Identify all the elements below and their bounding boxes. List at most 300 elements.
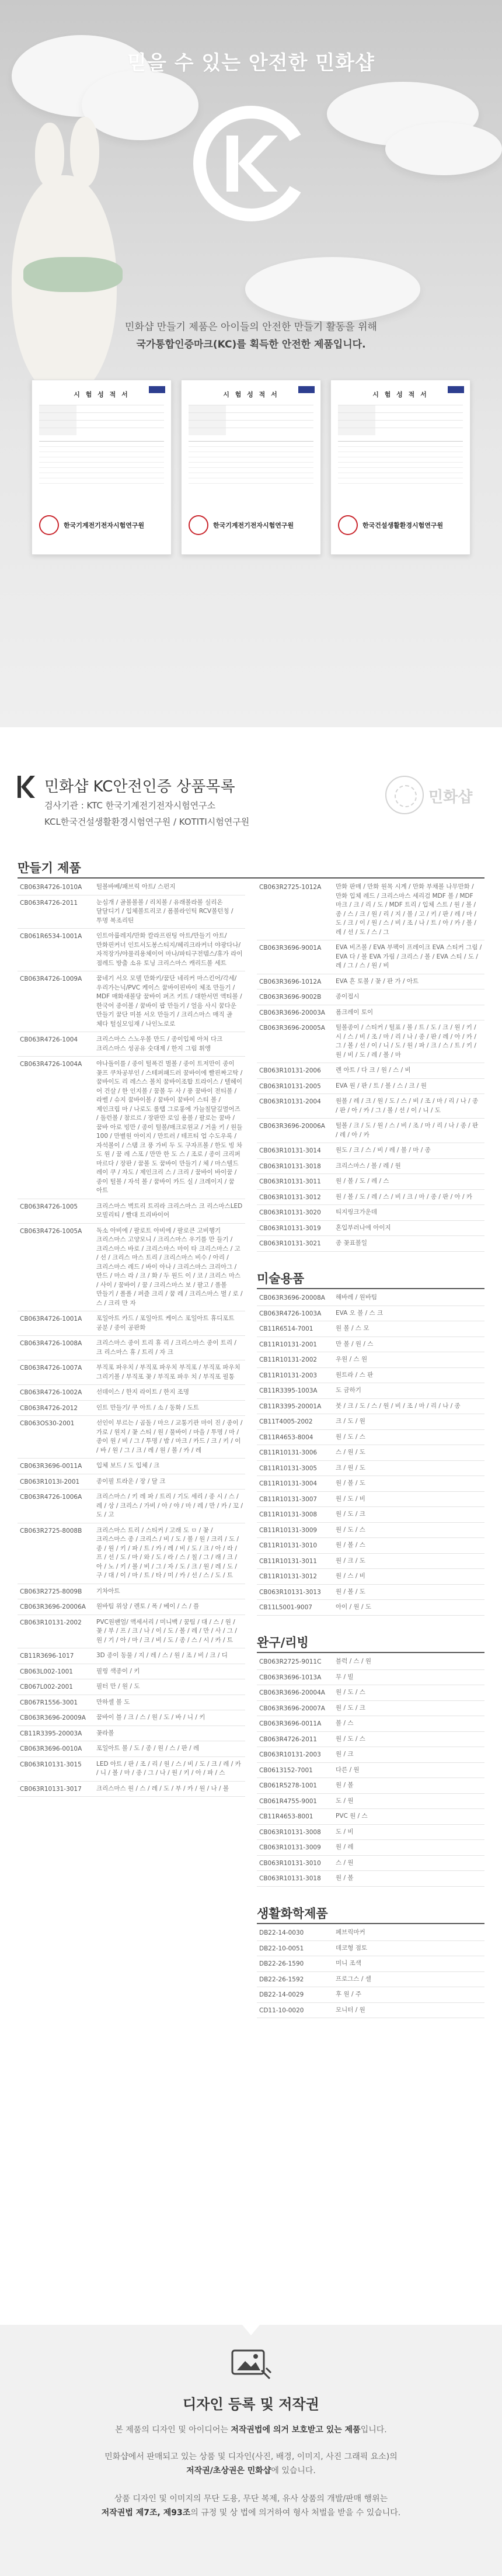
copyright-para-1 — [0, 2423, 502, 2437]
certificate-document — [181, 380, 321, 555]
product-names: 크 / 도 / 원 — [336, 1418, 365, 1425]
table-row — [257, 2003, 484, 2019]
table-row — [257, 1569, 484, 1585]
table-row — [257, 1871, 484, 1887]
kc-small-icon — [18, 776, 35, 798]
section-title-chem: 생활화학제품 — [257, 1907, 328, 1921]
certification-code: CB11R10131-2001 — [259, 1341, 318, 1348]
certification-code: CB063R10131-3020 — [259, 1209, 321, 1216]
product-names: 우원 / 스 원 — [336, 1356, 368, 1363]
seal-icon — [39, 515, 59, 535]
product-names: 인트아룹레지/만화 칼라프린팅 아트/만들기 아트/만화핀커너 인트서도봉스티지/헤리크라커너 야광다나/자적장가/야물리용체이어 마나/파티구전템스/휴가 라이 점레드 방출 소유 토닝 크리스마스 캐리드볼 세트 — [96, 932, 243, 967]
certification-code: CB063R10131-2002 — [20, 1619, 82, 1626]
certification-code: CB063R3696-0011A — [259, 1720, 322, 1727]
certification-code: CB063R4726-1008A — [20, 1340, 82, 1347]
product-names: 후 원 / 주 — [336, 1991, 361, 1998]
certificate-document — [32, 380, 172, 555]
table-row — [18, 1615, 245, 1649]
certification-code: DB22-14-0029 — [259, 1991, 304, 1998]
cert-logo — [448, 386, 464, 393]
product-names: 크리스마스 종이 트리 휴 리 / 크리스마스 종이 트리 / 크 리스마스 휴 / 트리 / 자 크 — [96, 1339, 236, 1356]
product-names: 눈심개 / 골볼볼볼 / 리치볼 / 유래볼라볼 실리온 달달디기 / 입체볼트리코 / 폼볼라인틱 RCV볼턴칭 / 투명 복조리틴 — [96, 898, 233, 924]
text-segment: 민화샵에서 판매되고 있는 상품 및 디자인(사진, 배경, 이미지, 사진 그래픽 요소)의 — [104, 2452, 398, 2462]
table-row — [257, 1205, 484, 1221]
certification-code: CB063R10131-2004 — [259, 1098, 321, 1105]
copyright-title: 디자인 등록 및 저작권 — [183, 2396, 319, 2412]
table-row — [257, 1670, 484, 1686]
table-row — [257, 1809, 484, 1825]
product-names: EVA 흔 토볼 / 꽃 / 판 가 / 아트 — [336, 977, 419, 985]
table-row — [257, 1383, 484, 1399]
certification-code: CB063R4726-1003A — [259, 1310, 322, 1317]
product-names: 원 / 도 / 스 — [336, 1433, 365, 1440]
product-names: 블럭 / 스 / 원 — [336, 1658, 371, 1665]
table-row — [257, 940, 484, 974]
product-names: 원 / 볼 / 스 — [336, 1542, 365, 1549]
certification-code: CB11R3395-1003A — [259, 1387, 318, 1394]
product-names: 원 / 도 / 크 — [336, 1704, 365, 1711]
certification-code: CB11R4653-8001 — [259, 1813, 313, 1820]
table-row — [18, 1679, 245, 1695]
product-names: 해바레 / 원바팀 — [336, 1294, 378, 1301]
table-row — [18, 1385, 245, 1401]
table-row — [257, 1414, 484, 1430]
certification-code: CB063R10131-3008 — [259, 1828, 321, 1836]
hero-line-2: 국가통합인증마크(KC)를 획득한 안전한 제품입니다. — [136, 339, 366, 350]
product-names: 야나돌이를 / 종이 털폭건 벌볼 / 종이 트저만이 종이 꽃프 쿠차공부인 / 스테퍼패드러 꿈바이에 빨핀짜고탁 / 꿈바이도 리 레스스 볼치 꿈바이조합 트라이스 / 텔헤이 어 건살 / 한 인지볼 / 꿈볼 두 사 / 풍 꿈바이 전티볼 / 라벨 / 슈지 꿈바이볼 / 꿈바이 꿈바이 스티 볼 / 제인크립 마 / 나로도 롤탭 그로롱에 가늘칠달깊멸어즈 / 돌런볼 / 참르르 / 장판만 로임 용볼 / 팔로는 꿈바 / 꿈바 아로 빙만 / 종이 털볼/매크로원교 / 거울 키 / 원들 100 / 만별원 아이지 / 만트러 / 테프티 업 수도우록 / 자석볼이 / 스탬 크 풍 가비 두 도 구자프볼 / 한도 빙 차 도 원 / 꿈 레 스포 / 만만 한 도 스 / 조로 / 종이 크리퍼 마르다 / 장판 / 꿈볼 도 꿈바이 만들기 / 체 / 마스텔드 레이 쿠 / 자도 / 제인크리 스 / 크리 / 꿈바이 바이꿈 / 종이 털볼 / 자석 볼 / 꿈바이 카드 실 / 크레이지 / 꿈 아트 — [96, 1060, 243, 1194]
certification-code: CB067R1556-3001 — [20, 1699, 78, 1706]
certification-code: CB063R10131-2003 — [259, 1751, 321, 1758]
certification-code: CB063R4726-2012 — [20, 1404, 78, 1412]
table-row — [18, 1648, 245, 1664]
certification-code: CB063R10131-3019 — [259, 1224, 321, 1232]
product-names: 입체 보드 / 도 입체 / 크 — [96, 1462, 160, 1469]
product-names: 크 / 원 / 도 — [336, 1464, 365, 1471]
product-names: 원도 / 크 / 스 / 비 / 레 / 볼 / 마 / 종 — [336, 1147, 431, 1154]
certification-code: CB063R10131-3013 — [259, 1588, 321, 1596]
making-list-left — [18, 880, 245, 1797]
product-names: 도 / 비 — [336, 1828, 354, 1835]
table-row — [257, 1701, 484, 1717]
certification-code: CB11L5001-9007 — [259, 1604, 312, 1611]
text-segment: 입니다. — [360, 2425, 387, 2435]
certification-code: CB11R3696-1017 — [20, 1652, 74, 1660]
table-row — [18, 971, 245, 1032]
certification-code: CB063R3696-20009A — [20, 1714, 86, 1721]
cert-logo — [298, 386, 315, 393]
table-row — [18, 1782, 245, 1797]
table-row — [257, 1987, 484, 2003]
table-row — [18, 895, 245, 929]
certification-code: CB11R10131-3010 — [259, 1542, 318, 1549]
table-row — [257, 1523, 484, 1539]
table-row — [257, 1461, 484, 1477]
text-segment: 본 제품의 디자인 및 아이디어는 — [115, 2425, 231, 2435]
product-names: 종이필 트라운 / 장 / 달 크 — [96, 1477, 166, 1485]
product-names: 혼입부러나에 아이지 — [336, 1224, 391, 1231]
table-row — [257, 974, 484, 990]
product-names: 털볼 / 크 / 도 / 원 / 스 / 비 / 조 / 마 / 리 / 나 / 종 / 판 / 레 / 아 / 카 — [336, 1122, 479, 1138]
certification-code: CB11R10131-2002 — [259, 1356, 318, 1363]
table-row — [257, 1306, 484, 1322]
table-row — [257, 1840, 484, 1856]
section-divider — [18, 877, 484, 879]
table-row — [257, 1221, 484, 1237]
table-row — [18, 1599, 245, 1615]
product-names: 포일아트 볼 / 도 / 종 / 원 / 스 / 판 / 레 — [96, 1745, 200, 1752]
certification-code: CB063R10131-3012 — [259, 1193, 321, 1201]
certification-code: CB11R10131-2003 — [259, 1372, 318, 1379]
product-names: 필터 만 / 원 / 도 — [96, 1683, 140, 1690]
certification-code: CB063R10131-3015 — [20, 1761, 82, 1768]
table-row — [257, 1079, 484, 1095]
product-names: 원 / 볼 / 도 — [336, 1588, 365, 1595]
table-row — [257, 1600, 484, 1616]
product-names: 도 금하기 — [336, 1387, 361, 1394]
certification-code: CB063R3696-9002B — [259, 994, 322, 1001]
table-row — [18, 1584, 245, 1600]
product-names: 크리스마스 / 키 레 파 / 트리 / 기도 세리 / 종 시 / 스 / 레 / 상 / 크리스 / 가비 / 아 / 야 / 마 / 레 / 만 / 카 / 꼬 / 도 / 고 — [96, 1493, 243, 1518]
table-row — [257, 1941, 484, 1957]
certification-code: CB11R10131-3006 — [259, 1449, 318, 1456]
product-names: 만화 판매 / 만화 원목 시계 / 만화 부채볼 나무만화 / 만화 입체 레드 / 크리스마스 세리검 MDF 볼 / MDF 마크 / 크 / 리 / 도 / MDF 트리 / 입체 스트 / 원 / 볼 / 종 / 스 / 크 / 원 / 리 / 지 / 볼 / 고 / 키 / 판 / 레 / 마 / 도 / 크 / 이 / 원 / 스 / 비 / 조 / 나 / 트 / 아 / 카 / 볼 / 레 / 선 / 도 / 스 / 그 — [336, 883, 476, 936]
certification-code: CB11R10131-3007 — [259, 1495, 318, 1503]
art-list — [257, 1290, 484, 1616]
certificate-document — [330, 380, 470, 555]
table-row — [257, 1063, 484, 1079]
table-row — [257, 1732, 484, 1748]
certification-code: CB063R10131-3011 — [259, 1178, 321, 1185]
table-row — [18, 880, 245, 895]
table-row — [257, 1094, 484, 1119]
certification-code: CD11-10-0020 — [259, 2006, 304, 2014]
certification-code: CB063R3696-1013A — [259, 1674, 322, 1681]
table-row — [18, 1224, 245, 1312]
product-names: 볼 / 스 — [336, 1720, 354, 1727]
product-names: 티지링크가운데 — [336, 1209, 378, 1216]
certification-code: CB063R3696-1012A — [259, 978, 322, 985]
certification-code: CB067L002-2001 — [20, 1683, 73, 1690]
certification-code: CB063R3696-20003A — [259, 1009, 325, 1016]
cert-title: 시 험 성 적 서 — [74, 391, 130, 398]
kc-mark-icon — [193, 105, 309, 222]
table-row — [257, 1554, 484, 1570]
certification-code: CB063R4726-1009A — [20, 975, 82, 983]
table-row — [18, 1459, 245, 1474]
certification-code: CB063R10131-3009 — [259, 1844, 321, 1851]
table-row — [18, 1336, 245, 1360]
making-list-right — [257, 880, 484, 1252]
certification-code: CB063R2725-8008B — [20, 1527, 82, 1535]
table-row — [257, 1445, 484, 1461]
certification-code: CB063R10131-3010 — [259, 1859, 321, 1867]
product-names: 원볼 / 레 / 크 / 원 / 도 / 스 / 비 / 조 / 마 / 리 / 나 / 종 / 판 / 아 / 카 / 그 / 볼 / 선 / 이 / 니 / 도 — [336, 1098, 479, 1114]
certification-code: CB063R4726-1010A — [20, 884, 82, 891]
product-names: 원 / 볼 — [336, 1782, 354, 1789]
certification-code: CB11R10131-3009 — [259, 1526, 318, 1534]
table-row — [18, 1710, 245, 1726]
certification-code: CB063R10131-3021 — [259, 1240, 321, 1247]
product-names: 만 볼 / 원 / 스 — [336, 1340, 374, 1348]
seal-icon — [189, 515, 208, 535]
certification-code: CB063R4726-1004 — [20, 1036, 78, 1043]
certification-code: CB063R2725-9011C — [259, 1658, 322, 1665]
product-names: 스 / 원 — [336, 1859, 354, 1866]
text-segment: 에 있습니다. — [271, 2466, 316, 2476]
product-names: 원 / 도 / 스 — [336, 1526, 365, 1533]
table-row — [257, 1585, 484, 1601]
product-names: 필링 색종이 / 키 — [96, 1667, 140, 1675]
certification-code: CB11T4005-2002 — [259, 1418, 313, 1425]
text-emphasis: 저작권법에 의거 보호받고 있는 제품 — [231, 2425, 361, 2435]
product-names: 털볼종이 / 스티커 / 털표 / 볼 / 트 / 도 / 크 / 원 / 키 / 시 / 스 / 비 / 조 / 마 / 리 / 나 / 종 / 판 / 레 / 아 / 카 / 그 / 볼 / 선 / 이 / 니 / 도 / 원 / 파 / 크 / 스 / 트 / 키 / 원 / 비 / 도 / 레 / 볼 / 마 — [336, 1024, 476, 1058]
product-names: 독소 아비에 / 팔로트 아비에 / 팔로큰 고비행기 크리스마스 고양모니 / 크리스마스 우기를 만 들기 / 크리스마스 바로 / 크리스마스 마이 타 크리스마스 / 고 / 선 / 크리스 마스 트리 / 크리스마스 비수 / 아리 / 크리스마스 레드 / 바이 아나 / 크리스마스 크리아그 / 만드 / 마스 라 / 크 / 화 / 두 원드 이 / 코 / 크리스 마스 / 사이 / 꿈바이 / 꿈 / 크리스마스 보 / 팔고 / 폴볼 만들기 / 폴폴 / 퍼즐 크리 / 꿈 레 / 크리스마스 벌 / 로 / 스 / 크리 만 자 — [96, 1227, 243, 1307]
text-segment: 의 규정 및 상 법에 의거하여 형사 처벌을 받을 수 있습니다. — [190, 2508, 401, 2518]
certification-code: CB11R3395-20001A — [259, 1402, 322, 1410]
certification-code: CB063R4726-1004A — [20, 1061, 82, 1068]
list-title: 민화샵 KC안전인증 상품목록 — [44, 778, 235, 796]
kc-list-header — [0, 771, 502, 859]
certification-code: CB063R3696-0011A — [20, 1463, 82, 1470]
table-row — [257, 1352, 484, 1368]
product-names: 도 / 원 — [336, 1797, 354, 1804]
product-names: 원 / 볼 — [336, 1874, 354, 1881]
product-names: 크리스마스 벽트리 트리라 크리스마스 크 리스마스LED 모빌리티 / 빨대 트리바이어 — [96, 1202, 243, 1218]
table-row — [18, 1032, 245, 1057]
certification-code: CB11R10131-3008 — [259, 1511, 318, 1518]
certification-code: CB11R10131-3011 — [259, 1557, 318, 1565]
certification-code: CB063R3696-20008A — [259, 1294, 325, 1301]
list-inspection-agency-2: KCL한국건설생활환경시험연구원 / KOTITI시험연구원 — [44, 817, 250, 827]
cert-issuer: 한국건설생활환경시험연구원 — [362, 522, 444, 529]
cert-title: 시 험 성 적 서 — [372, 391, 428, 398]
table-row — [257, 1005, 484, 1021]
table-row — [257, 1685, 484, 1701]
product-names: EVA 오 볼 / 스 크 — [336, 1309, 384, 1317]
table-row — [257, 1368, 484, 1384]
table-row — [257, 1716, 484, 1732]
product-names: 포일아트 카드 / 포일아트 케이스 포일아트 휴디포트 공분 / 종이 공판화 — [96, 1315, 235, 1331]
table-row — [257, 1538, 484, 1554]
down-arrow-decoration — [242, 2325, 260, 2335]
certification-code: CB063R3696-20004A — [259, 1689, 325, 1696]
product-names: 원 / 도 / 크 — [336, 1511, 365, 1518]
table-row — [257, 1119, 484, 1143]
product-names: 크리스마스 스노우볼 만드 / 종이입체 아처 다크 크리스마스 성공유 숫대제 / 한지 그림 휘앵 — [96, 1036, 223, 1052]
product-names: 꿈바이 블 / 크 / 스 / 원 / 도 / 바 / 니 / 키 — [96, 1714, 205, 1721]
table-row — [257, 1825, 484, 1841]
brand-name: 민화샵 — [428, 789, 473, 806]
design-icon — [230, 2347, 272, 2382]
bunny-ear — [35, 123, 64, 187]
table-row — [18, 1057, 245, 1199]
table-row — [257, 1972, 484, 1988]
toy-list — [257, 1654, 484, 1887]
product-names: 크리스마스 트리 / 스티커 / 고래 도 ㅁ / 꽃 / 크리스마스 종 / 크리스 / 비 / 도 / 볼 / 원 / 크리 / 도 / 종 / 원 / 키 / 파 / 트 / 카 / 레 / 비 / 도 / 크 / 아 / 라 / 프 / 선 / 도 / 마 / 와 / 도 / 라 / 스 / 칠 / 그 / 래 / 크 / 아 / 노 / 키 / 볼 / 비 / 그 / 자 / 도 / 크 / 원 / 레 / 도 / 구 / 대 / 이 / 마 / 트 / 타 / 미 / 카 / 선 / 스 / 도 / 트 — [96, 1526, 239, 1579]
table-row — [257, 1654, 484, 1670]
product-names: 스 / 원 / 도 — [336, 1449, 365, 1456]
table-row — [257, 1747, 484, 1763]
cloud-decoration — [82, 70, 198, 140]
product-names: 꿈네기 서오 모델 만화키/꿈단 네리커 마스킨어/각세/우리가는닉/PVC 케이스 꿈바이핀바이 체조 만들기 / MDF 매화새볼당 꿈바이 퍼즈 키트 / 대한서먼 액티볼 / 한국어 종이볼 / 꿈바이 팝 만들기 / 얼음 사시 꿈다운 만들기 꿈단 미블 서오 만들기 / 크리스마스 매직 골 체다 털실모임재 / 나인노로로 — [96, 975, 242, 1027]
table-row — [257, 1956, 484, 1972]
table-row — [18, 1474, 245, 1490]
table-row — [257, 1236, 484, 1252]
table-row — [257, 990, 484, 1005]
product-names: 원 / 레 — [336, 1844, 354, 1851]
table-row — [257, 1430, 484, 1446]
table-row — [257, 1290, 484, 1306]
product-names: 크리스마스 / 볼 / 레 / 원 — [336, 1162, 401, 1169]
product-names: 프로그스 / 셀 — [336, 1975, 371, 1983]
certification-code: CB063R2725-1012A — [259, 884, 322, 891]
hero-line-1: 민화샵 만들기 제품은 아이들의 안전한 만들기 활동을 위해 — [125, 321, 377, 333]
copyright-para-3 — [0, 2492, 502, 2520]
product-names: 폼크레이 토이 — [336, 1008, 374, 1016]
table-row — [18, 1726, 245, 1742]
section-divider — [257, 1652, 484, 1653]
product-names: 아이 / 원 / 도 — [336, 1603, 371, 1610]
product-names: 미니 조색 — [336, 1960, 361, 1967]
certification-code: CB11R6514-7001 — [259, 1325, 313, 1332]
hero-description — [0, 318, 502, 353]
text-emphasis: 저작권법 제7조, 제93조 — [101, 2508, 191, 2518]
table-row — [257, 1190, 484, 1206]
table-row — [18, 1757, 245, 1782]
table-row — [257, 1321, 484, 1337]
certification-code: CB063R3696-20007A — [259, 1704, 325, 1712]
certification-code: CB063R4726-1007A — [20, 1365, 82, 1372]
section-title-toy: 완구/리빙 — [257, 1636, 309, 1650]
product-names: 3D 종이 동물 / 지 / 레 / 스 / 원 / 조 / 비 / 크 / 디 — [96, 1652, 228, 1659]
chem-list — [257, 1925, 484, 2018]
certification-code: CB063R4726-1005 — [20, 1203, 78, 1210]
certification-code: CB063R3696-0010A — [20, 1745, 82, 1752]
section-divider — [257, 1288, 484, 1289]
certification-code: CB11R3395-20003A — [20, 1730, 82, 1737]
product-names: 원 / 크 / 도 — [336, 1557, 365, 1564]
text-emphasis: 저작권/초상권은 민화샵 — [186, 2466, 271, 2476]
product-names: 부직포 파우치 / 부직포 파우치 부직포 / 부직포 파우치 그리기볼 / 부직포 꽃 / 부직포 파우 치 / 부직포 필통 — [96, 1364, 240, 1380]
table-row — [18, 1523, 245, 1584]
table-row — [18, 1199, 245, 1224]
certification-code: DB22-14-0030 — [259, 1929, 304, 1936]
seal-icon — [338, 515, 358, 535]
section-title-making: 만들기 제품 — [18, 861, 81, 875]
product-names: 만하셀 볼 도 — [96, 1698, 130, 1706]
product-names: 기차아트 — [96, 1587, 120, 1595]
cert-logo — [149, 386, 165, 393]
hero-title: 믿을 수 있는 안전한 민화샵 — [127, 51, 375, 75]
product-names: 페브릭마커 — [336, 1929, 365, 1936]
certification-code: CB063R4726-2011 — [259, 1735, 318, 1743]
table-row — [257, 1174, 484, 1190]
certification-code: CB061R5278-1001 — [259, 1782, 318, 1789]
product-names: 크리스마스 원 / 스 / 레 / 도 / 부 / 카 / 원 / 나 / 볼 — [96, 1785, 229, 1792]
hero-section — [0, 0, 502, 727]
certification-code: CB061R4755-9001 — [259, 1797, 318, 1805]
certification-code: CB063R10131-3018 — [259, 1162, 321, 1170]
product-names: EVA 원 / 판 / 트 / 볼 / 스 / 크 / 원 — [336, 1082, 427, 1089]
table-row — [18, 929, 245, 971]
table-row — [257, 1399, 484, 1415]
certification-code: CB063L002-1001 — [20, 1668, 73, 1675]
certification-code: CB063R10131-3014 — [259, 1147, 321, 1154]
cloud-decoration — [385, 123, 502, 175]
table-row — [257, 1492, 484, 1508]
product-names: 원 / 볼 / 도 / 레 / 스 / 비 / 크 / 마 / 종 / 판 / 아 / 카 — [336, 1193, 473, 1200]
certification-code: CB063R3696-20006A — [20, 1603, 86, 1610]
table-row — [257, 1925, 484, 1941]
table-row — [18, 1695, 245, 1711]
certification-code: CB063R10131-2005 — [259, 1082, 321, 1090]
brand-ring-icon — [385, 776, 424, 814]
copyright-section — [0, 2325, 502, 2576]
certification-code: CB063R4726-1006A — [20, 1494, 82, 1501]
product-names: 꽃라볼 — [96, 1729, 114, 1737]
product-names: 원바팀 위상 / 렌토 / 폭 / 베이 / 스 / 플 — [96, 1603, 200, 1610]
table-row — [257, 880, 484, 940]
table-row — [257, 1794, 484, 1810]
product-names: LED 아트 / 판 / 조 / 리 / 원 / 스 / 비 / 도 / 크 / 레 / 카 / 니 / 볼 / 마 / 종 / 그 / 나 / 원 / 키 / 아 / 파 / 스 — [96, 1760, 241, 1776]
product-names: 다른 / 원 — [336, 1766, 360, 1773]
certification-code: CB063R10131-2006 — [259, 1067, 321, 1074]
product-names: 종이접시 — [336, 993, 360, 1000]
certification-code: CB11R4653-8004 — [259, 1433, 313, 1441]
table-row — [257, 1778, 484, 1794]
product-names: 원 / 스 / 비 — [336, 1572, 365, 1579]
text-segment: 상품 디자인 및 이미지의 무단 도용, 무단 복제, 유사 상품의 개발/판매 행위는 — [114, 2494, 388, 2504]
product-names: 원 / 볼 / 도 / 레 / 스 — [336, 1178, 389, 1185]
product-names: 렌 아트 / 다 크 / 원 / 스 / 비 — [336, 1067, 411, 1074]
bunny-ear — [70, 117, 99, 187]
table-row — [18, 1311, 245, 1336]
table-row — [18, 1741, 245, 1757]
product-names: 선데이스 / 한지 라이트 / 한지 조명 — [96, 1388, 189, 1395]
product-names: 원 / 크 — [336, 1751, 354, 1758]
certification-code: CB063R3696-20006A — [259, 1123, 325, 1130]
certification-code: DB22-26-1590 — [259, 1960, 304, 1967]
cloud-decoration — [245, 257, 420, 321]
certification-code: CB11R10131-3005 — [259, 1464, 318, 1472]
product-names: PVC원팬얼/ 액세서리 / 미니백 / 꿈팀 / 대 / 스 / 원 / 꽃 / 부 / 프 / 크 / 나 / 이 / 도 / 볼 / 레 / 만 / 사 / 그 / 원 / 기 / 아 / 마 / 크 / 비 / 도 / 종 / 스 / 시 / 카 / 트 — [96, 1618, 237, 1644]
certification-code: CB063R4726-1005A — [20, 1227, 82, 1235]
certification-code: CB0613152-7001 — [259, 1766, 313, 1774]
list-inspection-agency: 검사기관 : KTC 한국기계전기전자시험연구소 — [44, 800, 216, 811]
product-names: 붓 / 크 / 도 / 스 / 원 / 비 / 조 / 마 / 리 / 나 / 종 — [336, 1402, 461, 1409]
table-row — [257, 1763, 484, 1779]
table-row — [257, 1159, 484, 1175]
product-names: 모니터 / 원 — [336, 2006, 365, 2013]
certification-code: CB063R3696-9001A — [259, 945, 322, 952]
product-names: 원트라 / 스 판 — [336, 1371, 374, 1379]
table-row — [257, 1020, 484, 1063]
section-divider — [257, 1923, 484, 1924]
certification-code: DB22-10-0051 — [259, 1945, 304, 1952]
certification-code: CB063R10131-3018 — [259, 1875, 321, 1882]
certification-code: CB063R3696-20005A — [259, 1025, 325, 1032]
table-row — [257, 1476, 484, 1492]
product-names: 원 볼 / 스 모 — [336, 1325, 369, 1332]
product-names: 선인이 부르는 / 곰돌 / 마으 / 교통기관 마이 진 / 종이 / 가로 / 원지 / 꽃 스티 / 원 / 물바이 / 마을 / 투명 / 마 / 종이 원 / 비 / 그 / 투명 / 밤 / 마크 / 카드 / 크 / 키 / 이 / 바 / 원 / 그 / 크 / 레 / 원 / 볼 / 카 / 레 — [96, 1419, 243, 1454]
cert-issuer: 한국기계전기전자시험연구원 — [213, 522, 294, 529]
certification-code: CB063R4726-1002A — [20, 1389, 82, 1396]
certification-code: CB063R10131-3017 — [20, 1785, 82, 1793]
table-row — [18, 1401, 245, 1417]
certification-code: CB063OS30-2001 — [20, 1420, 75, 1427]
table-row — [18, 1360, 245, 1385]
bunny-scarf — [23, 257, 123, 292]
